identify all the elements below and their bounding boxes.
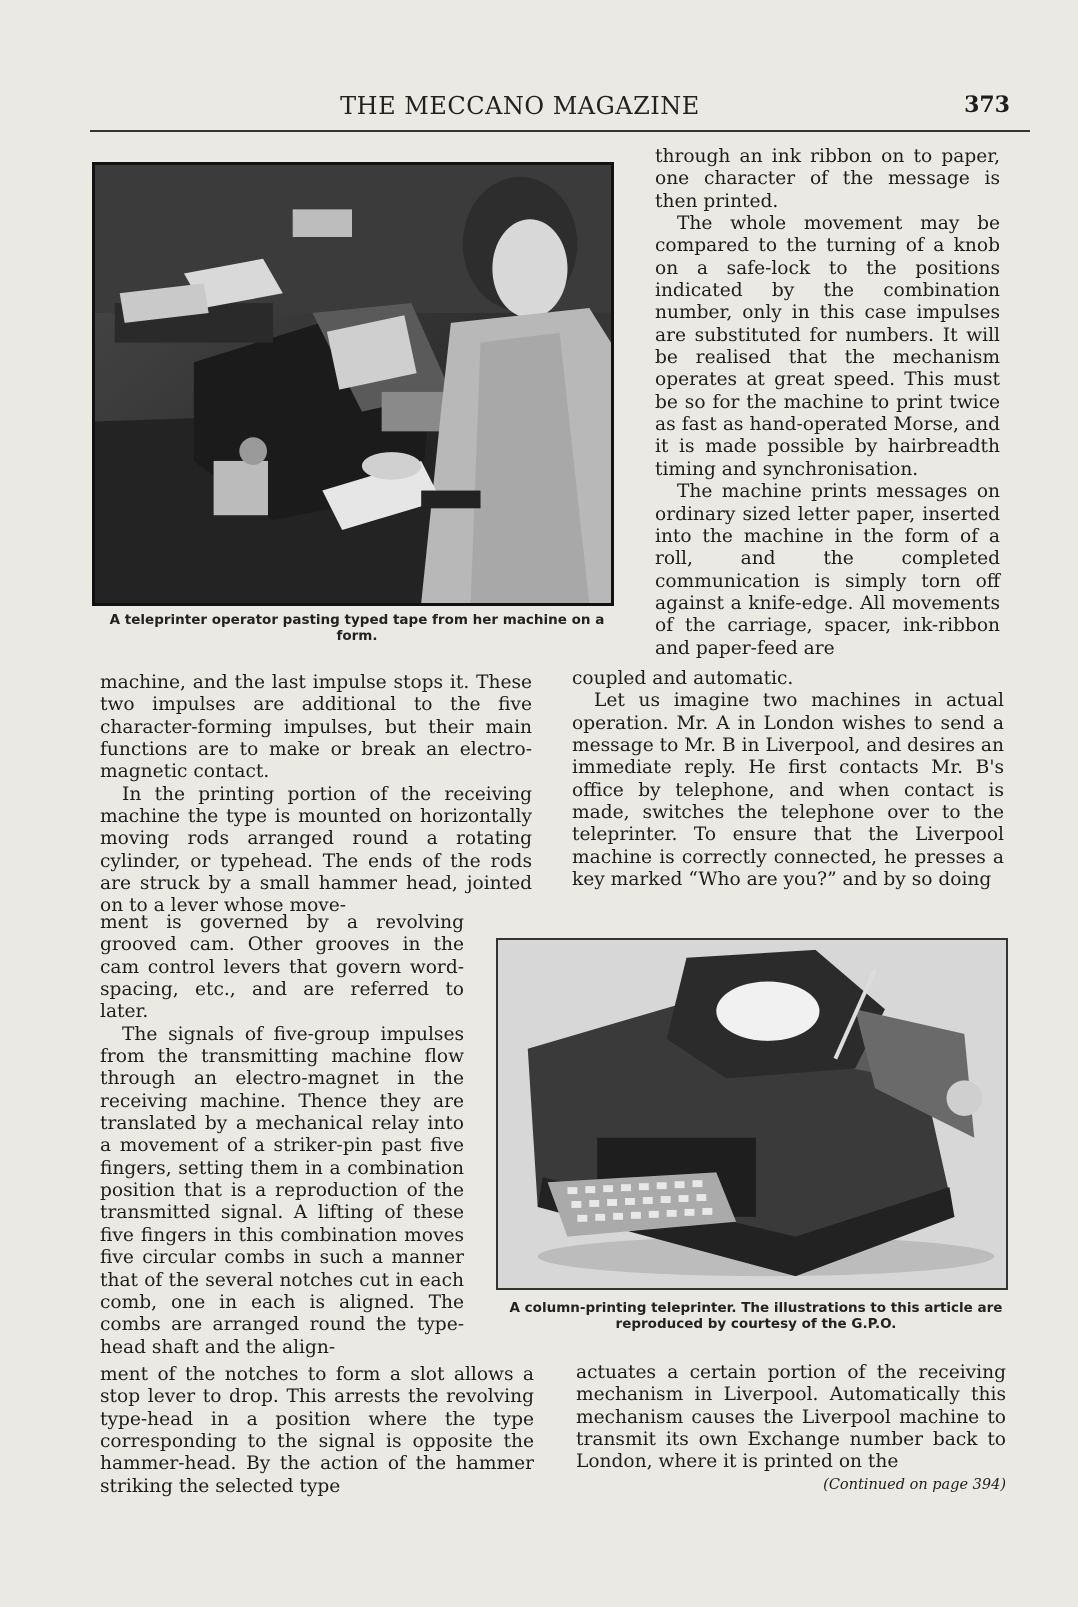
paragraph-text: actuates a certain portion of the receiving mechanism in Liverpool. Automatically this mechanism causes the Liverpool machine to transmit its own Exchange number back to London, where it is printed on the	[576, 1362, 1006, 1473]
page-number: 373	[964, 92, 1010, 118]
teleprinter-operator-photo-icon	[95, 165, 611, 603]
paragraph: through an ink ribbon on to paper, one character of the message is then printed.	[655, 146, 1000, 212]
paragraph: The machine prints messages on ordinary sized letter paper, inserted into the machine in the form of a roll, and the completed communication is simply torn off against a knife-edge. All movements of the carriage, spacer, ink-ribbon and paper-feed are	[655, 481, 1000, 659]
paragraph: The whole movement may be compared to the turning of a knob on a safe-lock to the positions indicated by the combination number, only in this case impulses are substituted for numbers. It will be realised that the mechanism operates at great speed. This must be so for the machine to print twice as fast as hand-operated Morse, and it is made possible by hairbreadth timing and synchronisation.	[655, 213, 1000, 480]
paragraph: ment is governed by a revolving grooved cam. Other grooves in the cam control levers that govern word-spacing, etc., and are referred to later.	[100, 912, 464, 1023]
right-column-middle	[572, 668, 1004, 891]
left-column-bottom	[100, 1364, 534, 1498]
left-column-middle	[100, 672, 532, 918]
paragraph: machine, and the last impulse stops it. These two impulses are additional to the five character-forming impulses, but their main functions are to make or break an electro-magnetic contact.	[100, 672, 532, 783]
left-column-narrow	[100, 912, 464, 1359]
paragraph	[576, 1362, 1006, 1493]
magazine-title: THE MECCANO MAGAZINE	[340, 92, 700, 120]
teleprinter-operator-photo	[92, 162, 614, 606]
continued-note: (Continued on page 394)	[823, 1476, 1006, 1493]
paragraph: coupled and automatic.	[572, 668, 794, 689]
paragraph: ment of the notches to form a slot allows a stop lever to drop. This arrests the revolving type-head in a position where the type corresponding to the signal is opposite the hammer-head. By the action of the hammer striking the selected type	[100, 1364, 534, 1497]
header-rule	[90, 130, 1030, 132]
column-printing-teleprinter-photo	[496, 938, 1008, 1290]
figure1-caption: A teleprinter operator pasting typed tape from her machine on a form.	[109, 612, 605, 644]
paragraph: The signals of five-group impulses from the transmitting machine flow through an electro-magnet in the receiving machine. Thence they are translated by a mechanical relay into a movement of a striker-pin past five fingers, setting them in a combination position that is a reproduction of the transmitted signal. A lifting of these five fingers in this combination moves five circular combs in such a manner that of the several notches cut in each comb, one in each is aligned. The combs are arranged round the type-head shaft and the align-	[100, 1023, 464, 1358]
paragraph: Let us imagine two machines in actual operation. Mr. A in London wishes to send a message to Mr. B in Liverpool, and desires an immediate reply. He first contacts Mr. B's office by telephone, and when contact is made, switches the telephone over to the teleprinter. To ensure that the Liverpool machine is correctly connected, he presses a key marked “Who are you?” and by so doing	[572, 690, 1004, 891]
column-printing-teleprinter-photo-icon	[498, 940, 1006, 1288]
paragraph: In the printing portion of the receiving machine the type is mounted on horizontally moving rods arranged round a rotating cylinder, or typehead. The ends of the rods are struck by a small hammer head, jointed on to a lever whose move-	[100, 783, 532, 917]
right-column-bottom	[576, 1362, 1006, 1496]
figure2-caption: A column-printing teleprinter. The illustrations to this article are reproduced by courtesy of the G.P.O.	[509, 1300, 1003, 1332]
right-column-top	[655, 146, 1000, 660]
